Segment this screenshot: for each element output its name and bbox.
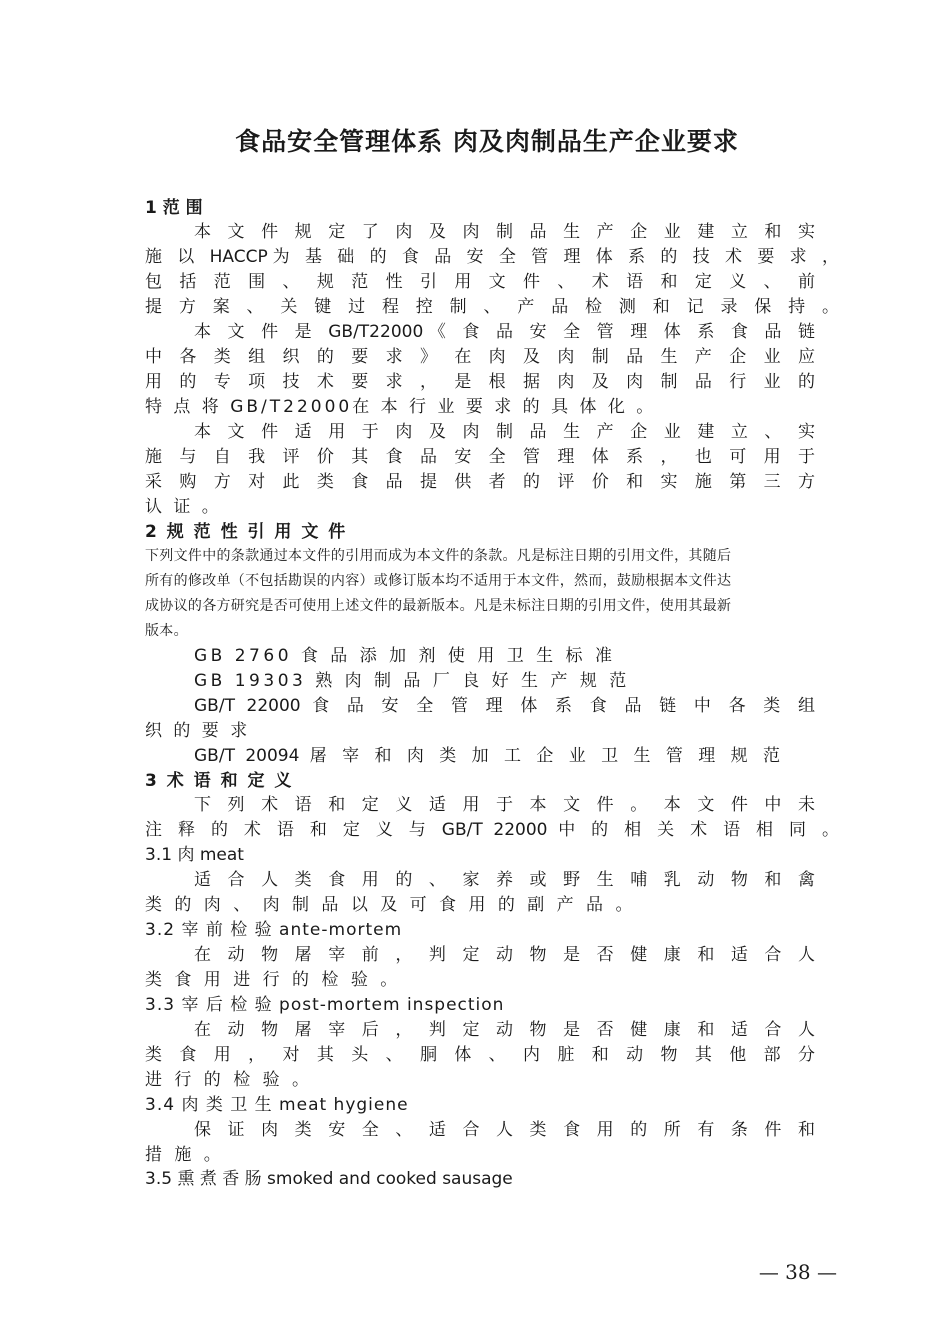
term-heading: 3.4 肉 类 卫 生 meat hygiene: [145, 1095, 409, 1115]
paragraph-line: 用 的 专 项 技 术 要 求 ， 是 根 据 肉 及 肉 制 品 行 业 的: [145, 372, 815, 392]
paragraph-line: 版本。: [145, 623, 188, 639]
paragraph-line: 所有的修改单（不包括勘误的内容）或修订版本均不适用于本文件，然而，鼓励根据本文件达: [145, 573, 732, 589]
paragraph-line: 下 列 术 语 和 定 义 适 用 于 本 文 件 。 本 文 件 中 未: [194, 795, 815, 815]
reference-item: GB 2760 食 品 添 加 剂 使 用 卫 生 标 准: [194, 646, 616, 666]
paragraph-line: 进 行 的 检 验 。: [145, 1070, 313, 1090]
paragraph-line: 在 动 物 屠 宰 后 ， 判 定 动 物 是 否 健 康 和 适 合 人: [194, 1020, 815, 1040]
section-3-heading: 3 术 语 和 定 义: [145, 771, 294, 791]
paragraph-line: 施 以 HACCP为 基 础 的 食 品 安 全 管 理 体 系 的 技 术 要 求 ，: [145, 247, 839, 267]
term-heading: 3.1 肉 meat: [145, 845, 244, 865]
paragraph-line: 在 动 物 屠 宰 前 ， 判 定 动 物 是 否 健 康 和 适 合 人: [194, 945, 815, 965]
paragraph-line: 特 点 将 GB/T22000在 本 行 业 要 求 的 具 体 化 。: [145, 397, 657, 417]
reference-item: GB/T 20094 屠 宰 和 肉 类 加 工 企 业 卫 生 管 理 规 范: [194, 746, 780, 766]
paragraph-line: 中 各 类 组 织 的 要 求 》 在 肉 及 肉 制 品 生 产 企 业 应: [145, 347, 815, 367]
term-heading: 3.5 熏 煮 香 肠 smoked and cooked sausage: [145, 1169, 513, 1189]
paragraph-line: 本 文 件 是 GB/T22000《 食 品 安 全 管 理 体 系 食 品 链: [194, 322, 815, 342]
reference-item: GB/T 22000 食 品 安 全 管 理 体 系 食 品 链 中 各 类 组: [194, 696, 815, 716]
reference-item: 织 的 要 求: [145, 721, 251, 741]
paragraph-line: 适 合 人 类 食 用 的 、 家 养 或 野 生 哺 乳 动 物 和 禽: [194, 870, 815, 890]
section-2-heading: 2 规 范 性 引 用 文 件: [145, 522, 348, 542]
paragraph-line: 类 的 肉 、 肉 制 品 以 及 可 食 用 的 副 产 品 。: [145, 895, 636, 915]
paragraph-line: 施 与 自 我 评 价 其 食 品 安 全 管 理 体 系 ， 也 可 用 于: [145, 447, 815, 467]
paragraph-line: 注 释 的 术 语 和 定 义 与 GB/T 22000 中 的 相 关 术 语 相 同 。: [145, 820, 839, 840]
document-title: 食品安全管理体系 肉及肉制品生产企业要求: [235, 127, 739, 156]
page-number: — 38 —: [758, 1260, 837, 1284]
paragraph-line: 提 方 案 、 关 键 过 程 控 制 、 产 品 检 测 和 记 录 保 持 。: [145, 297, 839, 317]
paragraph-line: 认 证 。: [145, 497, 222, 517]
paragraph-line: 措 施 。: [145, 1145, 225, 1165]
paragraph-line: 类 食 用 ， 对 其 头 、 胴 体 、 内 脏 和 动 物 其 他 部 分: [145, 1045, 815, 1065]
paragraph-line: 保 证 肉 类 安 全 、 适 合 人 类 食 用 的 所 有 条 件 和: [194, 1120, 815, 1140]
reference-item: GB 19303 熟 肉 制 品 厂 良 好 生 产 规 范: [194, 671, 630, 691]
paragraph-line: 本 文 件 适 用 于 肉 及 肉 制 品 生 产 企 业 建 立 、 实: [194, 422, 815, 442]
paragraph-line: 采 购 方 对 此 类 食 品 提 供 者 的 评 价 和 实 施 第 三 方: [145, 472, 815, 492]
paragraph-line: 成协议的各方研究是否可使用上述文件的最新版本。凡是未标注日期的引用文件，使用其最新: [145, 598, 732, 614]
paragraph-line: 包 括 范 围 、 规 范 性 引 用 文 件 、 术 语 和 定 义 、 前: [145, 272, 815, 292]
term-heading: 3.3 宰 后 检 验 post-mortem inspection: [145, 995, 505, 1015]
paragraph-line: 类 食 用 进 行 的 检 验 。: [145, 970, 401, 990]
section-1-heading: 1 范 围: [145, 198, 203, 218]
paragraph-line: 本 文 件 规 定 了 肉 及 肉 制 品 生 产 企 业 建 立 和 实: [194, 222, 815, 242]
term-heading: 3.2 宰 前 检 验 ante-mortem: [145, 920, 403, 940]
paragraph-line: 下列文件中的条款通过本文件的引用而成为本文件的条款。凡是标注日期的引用文件，其随后: [145, 548, 732, 564]
